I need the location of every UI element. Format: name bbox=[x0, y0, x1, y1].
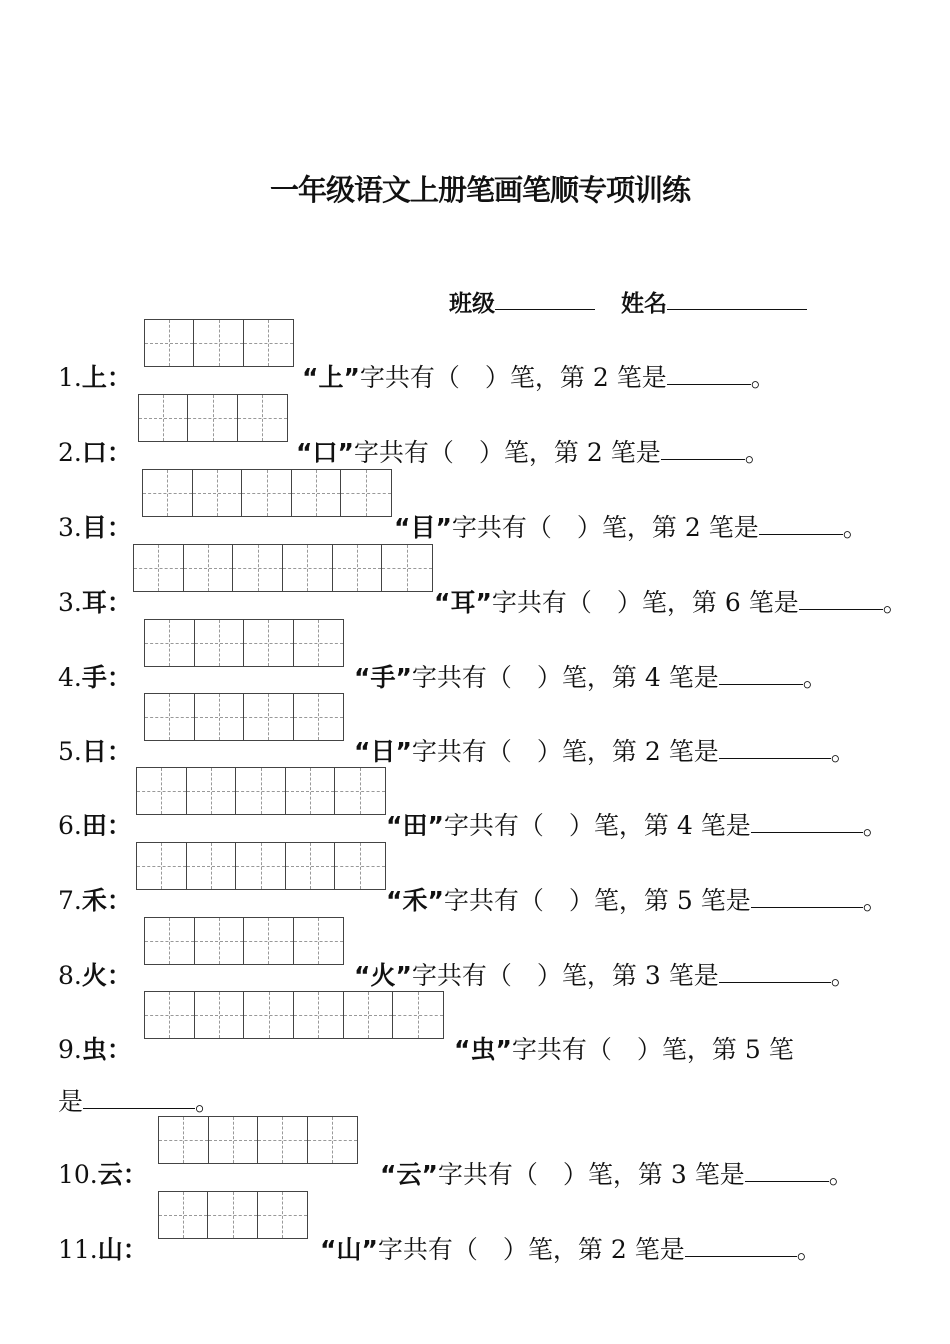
item-number: 7. bbox=[58, 886, 82, 915]
item-end: 。 bbox=[862, 886, 888, 915]
quote-open: “ bbox=[380, 1160, 397, 1189]
name-label: 姓名 bbox=[621, 291, 668, 317]
item-colon: ： bbox=[106, 886, 132, 915]
answer-blank[interactable] bbox=[661, 433, 745, 460]
item-character: 耳 bbox=[81, 588, 107, 617]
question-text bbox=[354, 658, 828, 694]
stroke-number: 2 bbox=[584, 363, 617, 392]
quote-open: “ bbox=[320, 1235, 337, 1264]
writing-cell[interactable] bbox=[187, 843, 237, 889]
item-character: 虫 bbox=[81, 1035, 107, 1064]
stroke-prompt-suffix: 笔是 bbox=[694, 1160, 745, 1189]
writing-grid[interactable] bbox=[133, 544, 433, 592]
writing-cell[interactable] bbox=[195, 620, 245, 666]
quote-close: ” bbox=[427, 811, 444, 840]
writing-cell[interactable] bbox=[294, 694, 344, 740]
writing-grid[interactable] bbox=[142, 469, 392, 517]
item-label bbox=[58, 956, 132, 992]
quoted-character: 虫 bbox=[470, 1035, 496, 1064]
exercise-item bbox=[58, 732, 950, 766]
question-text bbox=[434, 583, 908, 619]
exercise-item bbox=[58, 508, 950, 542]
quote-open: “ bbox=[354, 737, 371, 766]
writing-cell[interactable] bbox=[382, 545, 432, 591]
stroke-prompt-suffix: 笔是 bbox=[610, 438, 661, 467]
question-text bbox=[354, 732, 856, 768]
stroke-count-prompt: 字共有（ ）笔，第 bbox=[511, 1035, 737, 1064]
question-text bbox=[302, 358, 776, 394]
stroke-prompt-suffix: 笔 bbox=[768, 1035, 794, 1064]
item-label bbox=[58, 358, 132, 394]
stroke-prompt-suffix: 笔是 bbox=[668, 737, 719, 766]
stroke-number: 4 bbox=[668, 811, 701, 840]
item-number: 10. bbox=[58, 1160, 98, 1189]
item-colon: ： bbox=[106, 363, 132, 392]
writing-cell[interactable] bbox=[195, 694, 245, 740]
item-number: 11. bbox=[58, 1235, 98, 1264]
student-info bbox=[449, 285, 807, 318]
writing-cell[interactable] bbox=[333, 545, 383, 591]
quote-open: “ bbox=[386, 811, 403, 840]
item-end: 。 bbox=[842, 513, 868, 542]
quote-close: ” bbox=[435, 513, 452, 542]
writing-cell[interactable] bbox=[294, 620, 344, 666]
quote-close: ” bbox=[395, 961, 412, 990]
item-continuation bbox=[58, 1082, 220, 1118]
quote-close: ” bbox=[495, 1035, 512, 1064]
exercise-item bbox=[58, 1155, 950, 1189]
writing-grid[interactable] bbox=[138, 394, 288, 442]
writing-grid[interactable] bbox=[144, 991, 444, 1039]
writing-grid[interactable] bbox=[136, 767, 386, 815]
item-character: 目 bbox=[81, 513, 107, 542]
answer-blank[interactable] bbox=[719, 956, 831, 983]
writing-cell[interactable] bbox=[341, 470, 391, 516]
stroke-count-prompt: 字共有（ ）笔，第 bbox=[443, 811, 669, 840]
stroke-count-prompt: 字共有（ ）笔，第 bbox=[411, 663, 637, 692]
item-colon: ： bbox=[106, 737, 132, 766]
item-number: 4. bbox=[58, 663, 82, 692]
item-label bbox=[58, 658, 132, 694]
item-number: 1. bbox=[58, 363, 82, 392]
item-colon: ： bbox=[122, 1235, 148, 1264]
answer-blank[interactable] bbox=[83, 1082, 195, 1109]
item-label bbox=[58, 1155, 148, 1191]
item-end: 。 bbox=[750, 363, 776, 392]
item-character: 口 bbox=[81, 438, 107, 467]
stroke-count-prompt: 字共有（ ）笔，第 bbox=[411, 737, 637, 766]
writing-cell[interactable] bbox=[244, 992, 294, 1038]
class-field[interactable] bbox=[495, 285, 595, 310]
item-character: 手 bbox=[81, 663, 107, 692]
stroke-count-prompt: 字共有（ ）笔，第 bbox=[491, 588, 717, 617]
item-number: 3. bbox=[58, 588, 82, 617]
stroke-prompt-suffix: 笔是 bbox=[748, 588, 799, 617]
quoted-character: 火 bbox=[370, 961, 396, 990]
continuation-text: 是 bbox=[58, 1087, 84, 1116]
stroke-count-prompt: 字共有（ ）笔，第 bbox=[377, 1235, 603, 1264]
item-label bbox=[58, 1030, 132, 1066]
writing-cell[interactable] bbox=[238, 395, 287, 441]
stroke-number: 4 bbox=[636, 663, 669, 692]
writing-cell[interactable] bbox=[184, 545, 234, 591]
stroke-prompt-suffix: 笔是 bbox=[668, 961, 719, 990]
writing-cell[interactable] bbox=[344, 992, 394, 1038]
answer-blank[interactable] bbox=[685, 1230, 797, 1257]
writing-cell[interactable] bbox=[159, 1117, 209, 1163]
item-end: 。 bbox=[830, 737, 856, 766]
writing-cell[interactable] bbox=[145, 992, 195, 1038]
stroke-number: 6 bbox=[716, 588, 749, 617]
quote-close: ” bbox=[475, 588, 492, 617]
item-label bbox=[58, 732, 132, 768]
exercise-item bbox=[58, 956, 950, 990]
question-text bbox=[380, 1155, 854, 1191]
stroke-prompt-suffix: 笔是 bbox=[708, 513, 759, 542]
exercise-item bbox=[58, 881, 950, 915]
exercise-item bbox=[58, 1230, 950, 1264]
writing-cell[interactable] bbox=[145, 918, 195, 964]
class-label: 班级 bbox=[449, 291, 495, 317]
item-character: 禾 bbox=[81, 886, 107, 915]
writing-grid[interactable] bbox=[144, 319, 294, 367]
writing-cell[interactable] bbox=[286, 768, 336, 814]
writing-grid[interactable] bbox=[158, 1191, 308, 1239]
writing-cell[interactable] bbox=[244, 918, 294, 964]
question-text bbox=[386, 806, 888, 842]
writing-cell[interactable] bbox=[194, 320, 243, 366]
item-character: 云 bbox=[97, 1160, 123, 1189]
item-label bbox=[58, 433, 132, 469]
writing-cell[interactable] bbox=[283, 545, 333, 591]
item-end: 。 bbox=[828, 1160, 854, 1189]
answer-blank[interactable] bbox=[719, 658, 803, 685]
quoted-character: 禾 bbox=[402, 886, 428, 915]
stroke-count-prompt: 字共有（ ）笔，第 bbox=[443, 886, 669, 915]
stroke-number: 5 bbox=[668, 886, 701, 915]
quote-open: “ bbox=[394, 513, 411, 542]
quoted-character: 上 bbox=[318, 363, 344, 392]
writing-cell[interactable] bbox=[294, 918, 344, 964]
question-text bbox=[394, 508, 868, 544]
name-field[interactable] bbox=[667, 285, 807, 310]
stroke-number: 2 bbox=[578, 438, 611, 467]
item-end: 。 bbox=[802, 663, 828, 692]
item-end: 。 bbox=[195, 1087, 221, 1116]
writing-cell[interactable] bbox=[244, 620, 294, 666]
quote-open: “ bbox=[454, 1035, 471, 1064]
exercise-item bbox=[58, 358, 950, 392]
writing-grid[interactable] bbox=[158, 1116, 358, 1164]
writing-cell[interactable] bbox=[244, 320, 293, 366]
writing-cell[interactable] bbox=[233, 545, 283, 591]
item-label bbox=[58, 508, 132, 544]
writing-cell[interactable] bbox=[188, 395, 237, 441]
writing-cell[interactable] bbox=[236, 768, 286, 814]
quote-open: “ bbox=[302, 363, 319, 392]
quoted-character: 口 bbox=[312, 438, 338, 467]
stroke-number: 2 bbox=[676, 513, 709, 542]
writing-cell[interactable] bbox=[195, 992, 245, 1038]
writing-cell[interactable] bbox=[137, 768, 187, 814]
item-label bbox=[58, 881, 132, 917]
answer-blank[interactable] bbox=[751, 806, 863, 833]
answer-blank[interactable] bbox=[719, 732, 831, 759]
item-end: 。 bbox=[744, 438, 770, 467]
writing-cell[interactable] bbox=[244, 694, 294, 740]
writing-grid[interactable] bbox=[144, 917, 344, 965]
stroke-count-prompt: 字共有（ ）笔，第 bbox=[353, 438, 579, 467]
quote-open: “ bbox=[434, 588, 451, 617]
question-text bbox=[454, 1030, 794, 1066]
exercise-item bbox=[58, 806, 950, 840]
item-number: 6. bbox=[58, 811, 82, 840]
exercise-item bbox=[58, 433, 950, 467]
stroke-prompt-suffix: 笔是 bbox=[668, 663, 719, 692]
stroke-prompt-suffix: 笔是 bbox=[700, 811, 751, 840]
writing-cell[interactable] bbox=[286, 843, 336, 889]
writing-cell[interactable] bbox=[242, 470, 292, 516]
item-character: 日 bbox=[81, 737, 107, 766]
item-colon: ： bbox=[106, 1035, 132, 1064]
stroke-count-prompt: 字共有（ ）笔，第 bbox=[451, 513, 677, 542]
answer-blank[interactable] bbox=[799, 583, 883, 610]
item-colon: ： bbox=[106, 513, 132, 542]
item-end: 。 bbox=[830, 961, 856, 990]
quote-open: “ bbox=[354, 961, 371, 990]
writing-cell[interactable] bbox=[292, 470, 342, 516]
question-text bbox=[320, 1230, 822, 1266]
exercise-item bbox=[58, 658, 950, 692]
item-end: 。 bbox=[796, 1235, 822, 1264]
stroke-prompt-suffix: 笔是 bbox=[616, 363, 667, 392]
question-text bbox=[296, 433, 770, 469]
quoted-character: 手 bbox=[370, 663, 396, 692]
quote-close: ” bbox=[427, 886, 444, 915]
item-label bbox=[58, 583, 132, 619]
quote-close: ” bbox=[343, 363, 360, 392]
worksheet-title: 一年级语文上册笔画笔顺专项训练 bbox=[269, 173, 690, 207]
writing-cell[interactable] bbox=[145, 320, 194, 366]
item-end: 。 bbox=[862, 811, 888, 840]
item-character: 火 bbox=[81, 961, 107, 990]
item-colon: ： bbox=[106, 663, 132, 692]
quoted-character: 日 bbox=[370, 737, 396, 766]
answer-blank[interactable] bbox=[745, 1155, 829, 1182]
item-colon: ： bbox=[106, 811, 132, 840]
item-number: 2. bbox=[58, 438, 82, 467]
writing-cell[interactable] bbox=[195, 918, 245, 964]
item-label bbox=[58, 1230, 148, 1266]
answer-blank[interactable] bbox=[667, 358, 751, 385]
quoted-character: 山 bbox=[336, 1235, 362, 1264]
question-text bbox=[354, 956, 856, 992]
quoted-character: 目 bbox=[410, 513, 436, 542]
stroke-number: 2 bbox=[636, 737, 669, 766]
item-label bbox=[58, 806, 132, 842]
writing-cell[interactable] bbox=[209, 1117, 259, 1163]
quote-close: ” bbox=[337, 438, 354, 467]
writing-grid[interactable] bbox=[144, 693, 344, 741]
quote-open: “ bbox=[386, 886, 403, 915]
item-number: 3. bbox=[58, 513, 82, 542]
writing-cell[interactable] bbox=[335, 843, 385, 889]
item-number: 8. bbox=[58, 961, 82, 990]
writing-cell[interactable] bbox=[187, 768, 237, 814]
writing-cell[interactable] bbox=[145, 620, 195, 666]
quoted-character: 云 bbox=[396, 1160, 422, 1189]
writing-cell[interactable] bbox=[393, 992, 443, 1038]
writing-cell[interactable] bbox=[143, 470, 193, 516]
quoted-character: 田 bbox=[402, 811, 428, 840]
answer-blank[interactable] bbox=[751, 881, 863, 908]
quote-open: “ bbox=[354, 663, 371, 692]
answer-blank[interactable] bbox=[759, 508, 843, 535]
writing-cell[interactable] bbox=[159, 1192, 208, 1238]
exercise-item bbox=[58, 583, 950, 617]
writing-cell[interactable] bbox=[208, 1192, 257, 1238]
question-text bbox=[386, 881, 888, 917]
item-colon: ： bbox=[122, 1160, 148, 1189]
writing-cell[interactable] bbox=[294, 992, 344, 1038]
writing-cell[interactable] bbox=[308, 1117, 358, 1163]
stroke-number: 3 bbox=[662, 1160, 695, 1189]
writing-grid[interactable] bbox=[144, 619, 344, 667]
writing-cell[interactable] bbox=[335, 768, 385, 814]
stroke-number: 2 bbox=[602, 1235, 635, 1264]
quote-close: ” bbox=[421, 1160, 438, 1189]
stroke-number: 5 bbox=[736, 1035, 769, 1064]
writing-cell[interactable] bbox=[145, 694, 195, 740]
quote-close: ” bbox=[395, 663, 412, 692]
writing-cell[interactable] bbox=[258, 1117, 308, 1163]
writing-cell[interactable] bbox=[258, 1192, 307, 1238]
item-character: 上 bbox=[81, 363, 107, 392]
quote-close: ” bbox=[361, 1235, 378, 1264]
quote-open: “ bbox=[296, 438, 313, 467]
item-colon: ： bbox=[106, 438, 132, 467]
writing-cell[interactable] bbox=[139, 395, 188, 441]
writing-cell[interactable] bbox=[193, 470, 243, 516]
item-number: 9. bbox=[58, 1035, 82, 1064]
quote-close: ” bbox=[395, 737, 412, 766]
item-number: 5. bbox=[58, 737, 82, 766]
item-colon: ： bbox=[106, 961, 132, 990]
exercise-item bbox=[58, 1030, 950, 1064]
writing-cell[interactable] bbox=[236, 843, 286, 889]
item-colon: ： bbox=[106, 588, 132, 617]
item-character: 山 bbox=[97, 1235, 123, 1264]
quoted-character: 耳 bbox=[450, 588, 476, 617]
stroke-count-prompt: 字共有（ ）笔，第 bbox=[411, 961, 637, 990]
item-end: 。 bbox=[882, 588, 908, 617]
writing-cell[interactable] bbox=[137, 843, 187, 889]
stroke-prompt-suffix: 笔是 bbox=[634, 1235, 685, 1264]
writing-cell[interactable] bbox=[134, 545, 184, 591]
item-character: 田 bbox=[81, 811, 107, 840]
writing-grid[interactable] bbox=[136, 842, 386, 890]
stroke-count-prompt: 字共有（ ）笔，第 bbox=[437, 1160, 663, 1189]
stroke-number: 3 bbox=[636, 961, 669, 990]
stroke-prompt-suffix: 笔是 bbox=[700, 886, 751, 915]
stroke-count-prompt: 字共有（ ）笔，第 bbox=[359, 363, 585, 392]
